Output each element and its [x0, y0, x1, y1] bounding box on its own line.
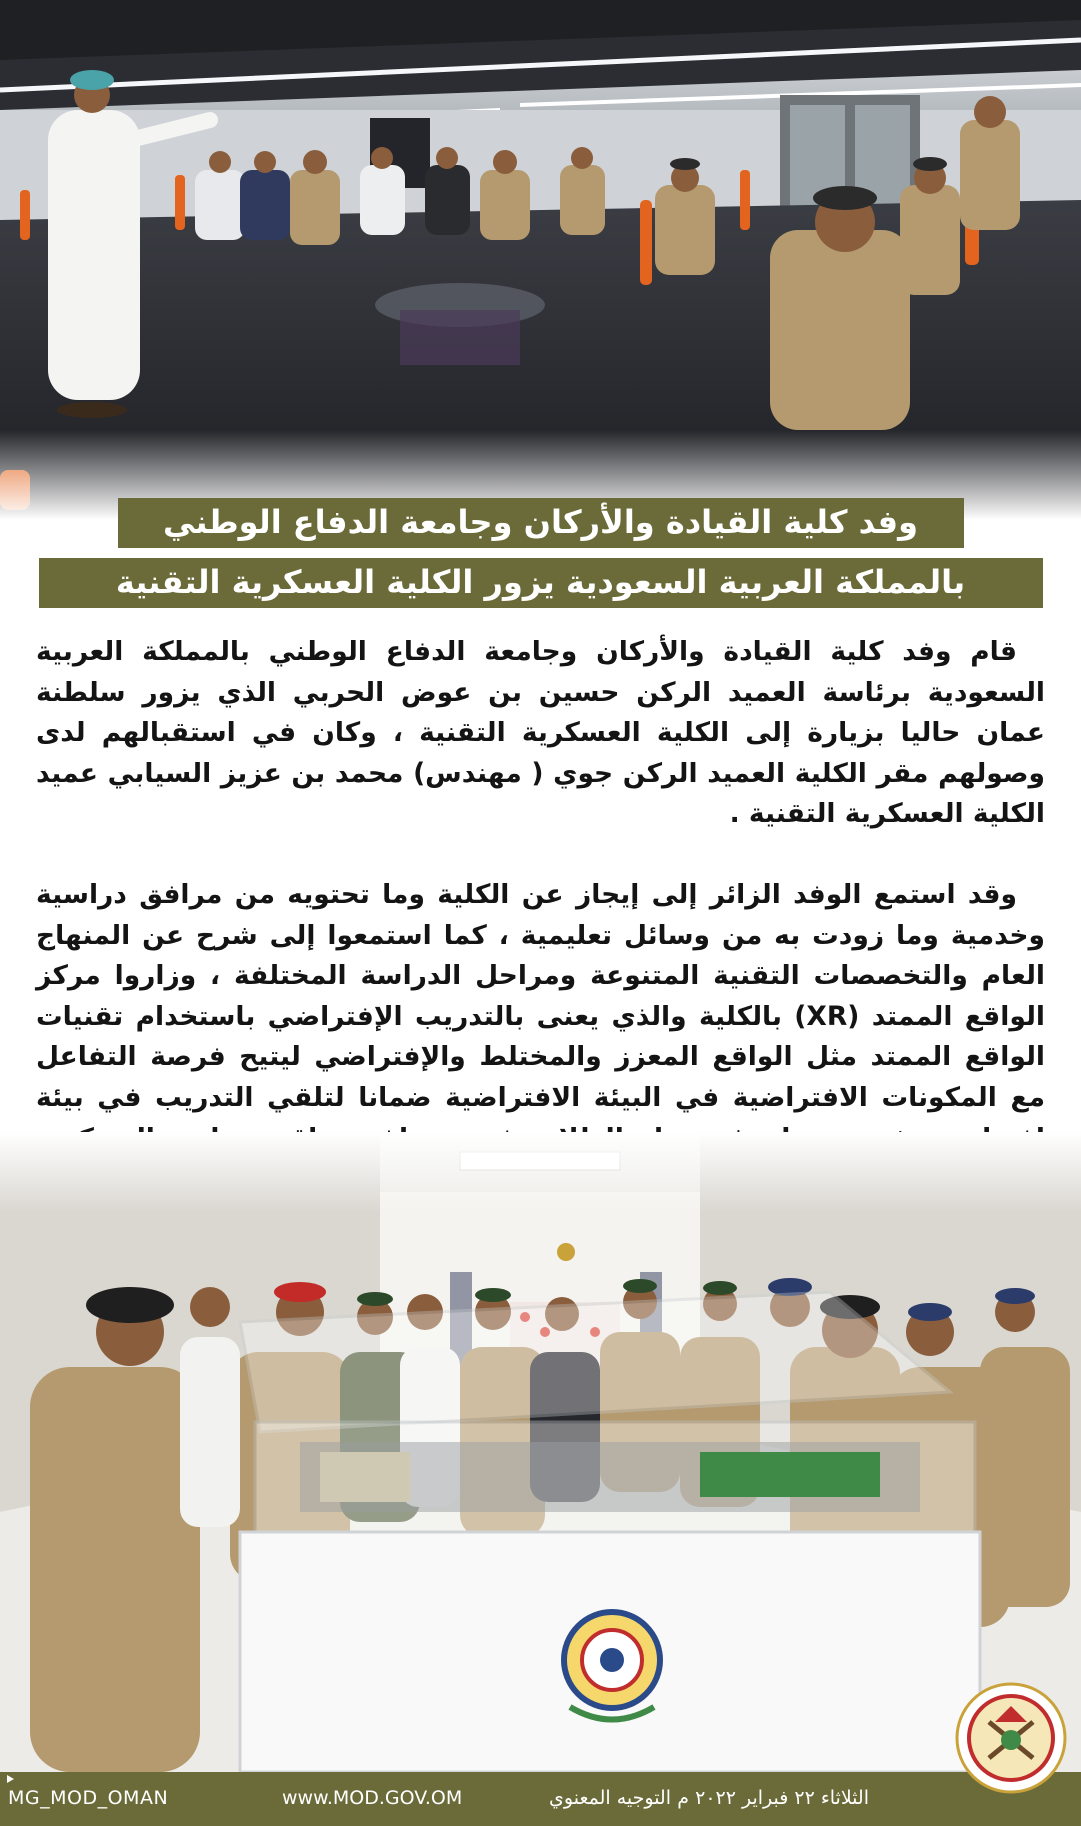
mod-emblem [955, 1682, 1067, 1794]
article-body [36, 632, 1045, 1200]
department-name: التوجيه المعنوي [549, 1787, 671, 1809]
bottom-photo-model-display [0, 1132, 1081, 1772]
headline [0, 498, 1081, 608]
article-paragraph-2: وقد استمع الوفد الزائر إلى إيجاز عن الكلية وما تحتويه من مرافق دراسية وخدمية وما زودت به من وسائل تعليمية ، كما استمعوا إلى شرح عن المنهاج العام والتخصصات التقنية المتنوعة ومراحل الدراسة المختلفة ، وزاروا مركز الواقع الممتد (XR) بالكلية والذي يعنى بالتدريب الإفتراضي باستخدام تقنيات الواقع الممتد مثل الواقع المعزز والمختلط والإفتراضي ليتيح فرصة التفاعل مع المكونات الافتراضية في البيئة الافتراضية ضمانا لتلقي التدريب في بيئة [36, 878, 1045, 1113]
publish-date: الثلاثاء ٢٢ فبراير ٢٠٢٢ م [677, 1787, 869, 1809]
twitter-handle[interactable]: MG_MOD_OMAN [8, 1787, 169, 1809]
website-link[interactable]: www.MOD.GOV.OM [282, 1787, 463, 1809]
headline-line-1: وفد كلية القيادة والأركان وجامعة الدفاع الوطني [118, 498, 964, 548]
footer-bar [0, 1772, 1081, 1826]
headline-line-2: بالمملكة العربية السعودية يزور الكلية العسكرية التقنية [39, 558, 1043, 608]
top-photo-xr-center [0, 0, 1081, 520]
article-paragraph-1: قام وفد كلية القيادة والأركان وجامعة الدفاع الوطني بالمملكة العربية السعودية برئاسة العميد الركن حسين بن عوض الحربي الذي يزور سلطنة عمان حاليا بزيارة إلى الكلية العسكرية التقنية ، وكان في استقبالهم لدى وصولهم مقر الكلية العميد الركن جوي ( مهندس) محمد بن عزيز السيابي عميد الكلية العسكرية التقنية . [36, 636, 1045, 830]
